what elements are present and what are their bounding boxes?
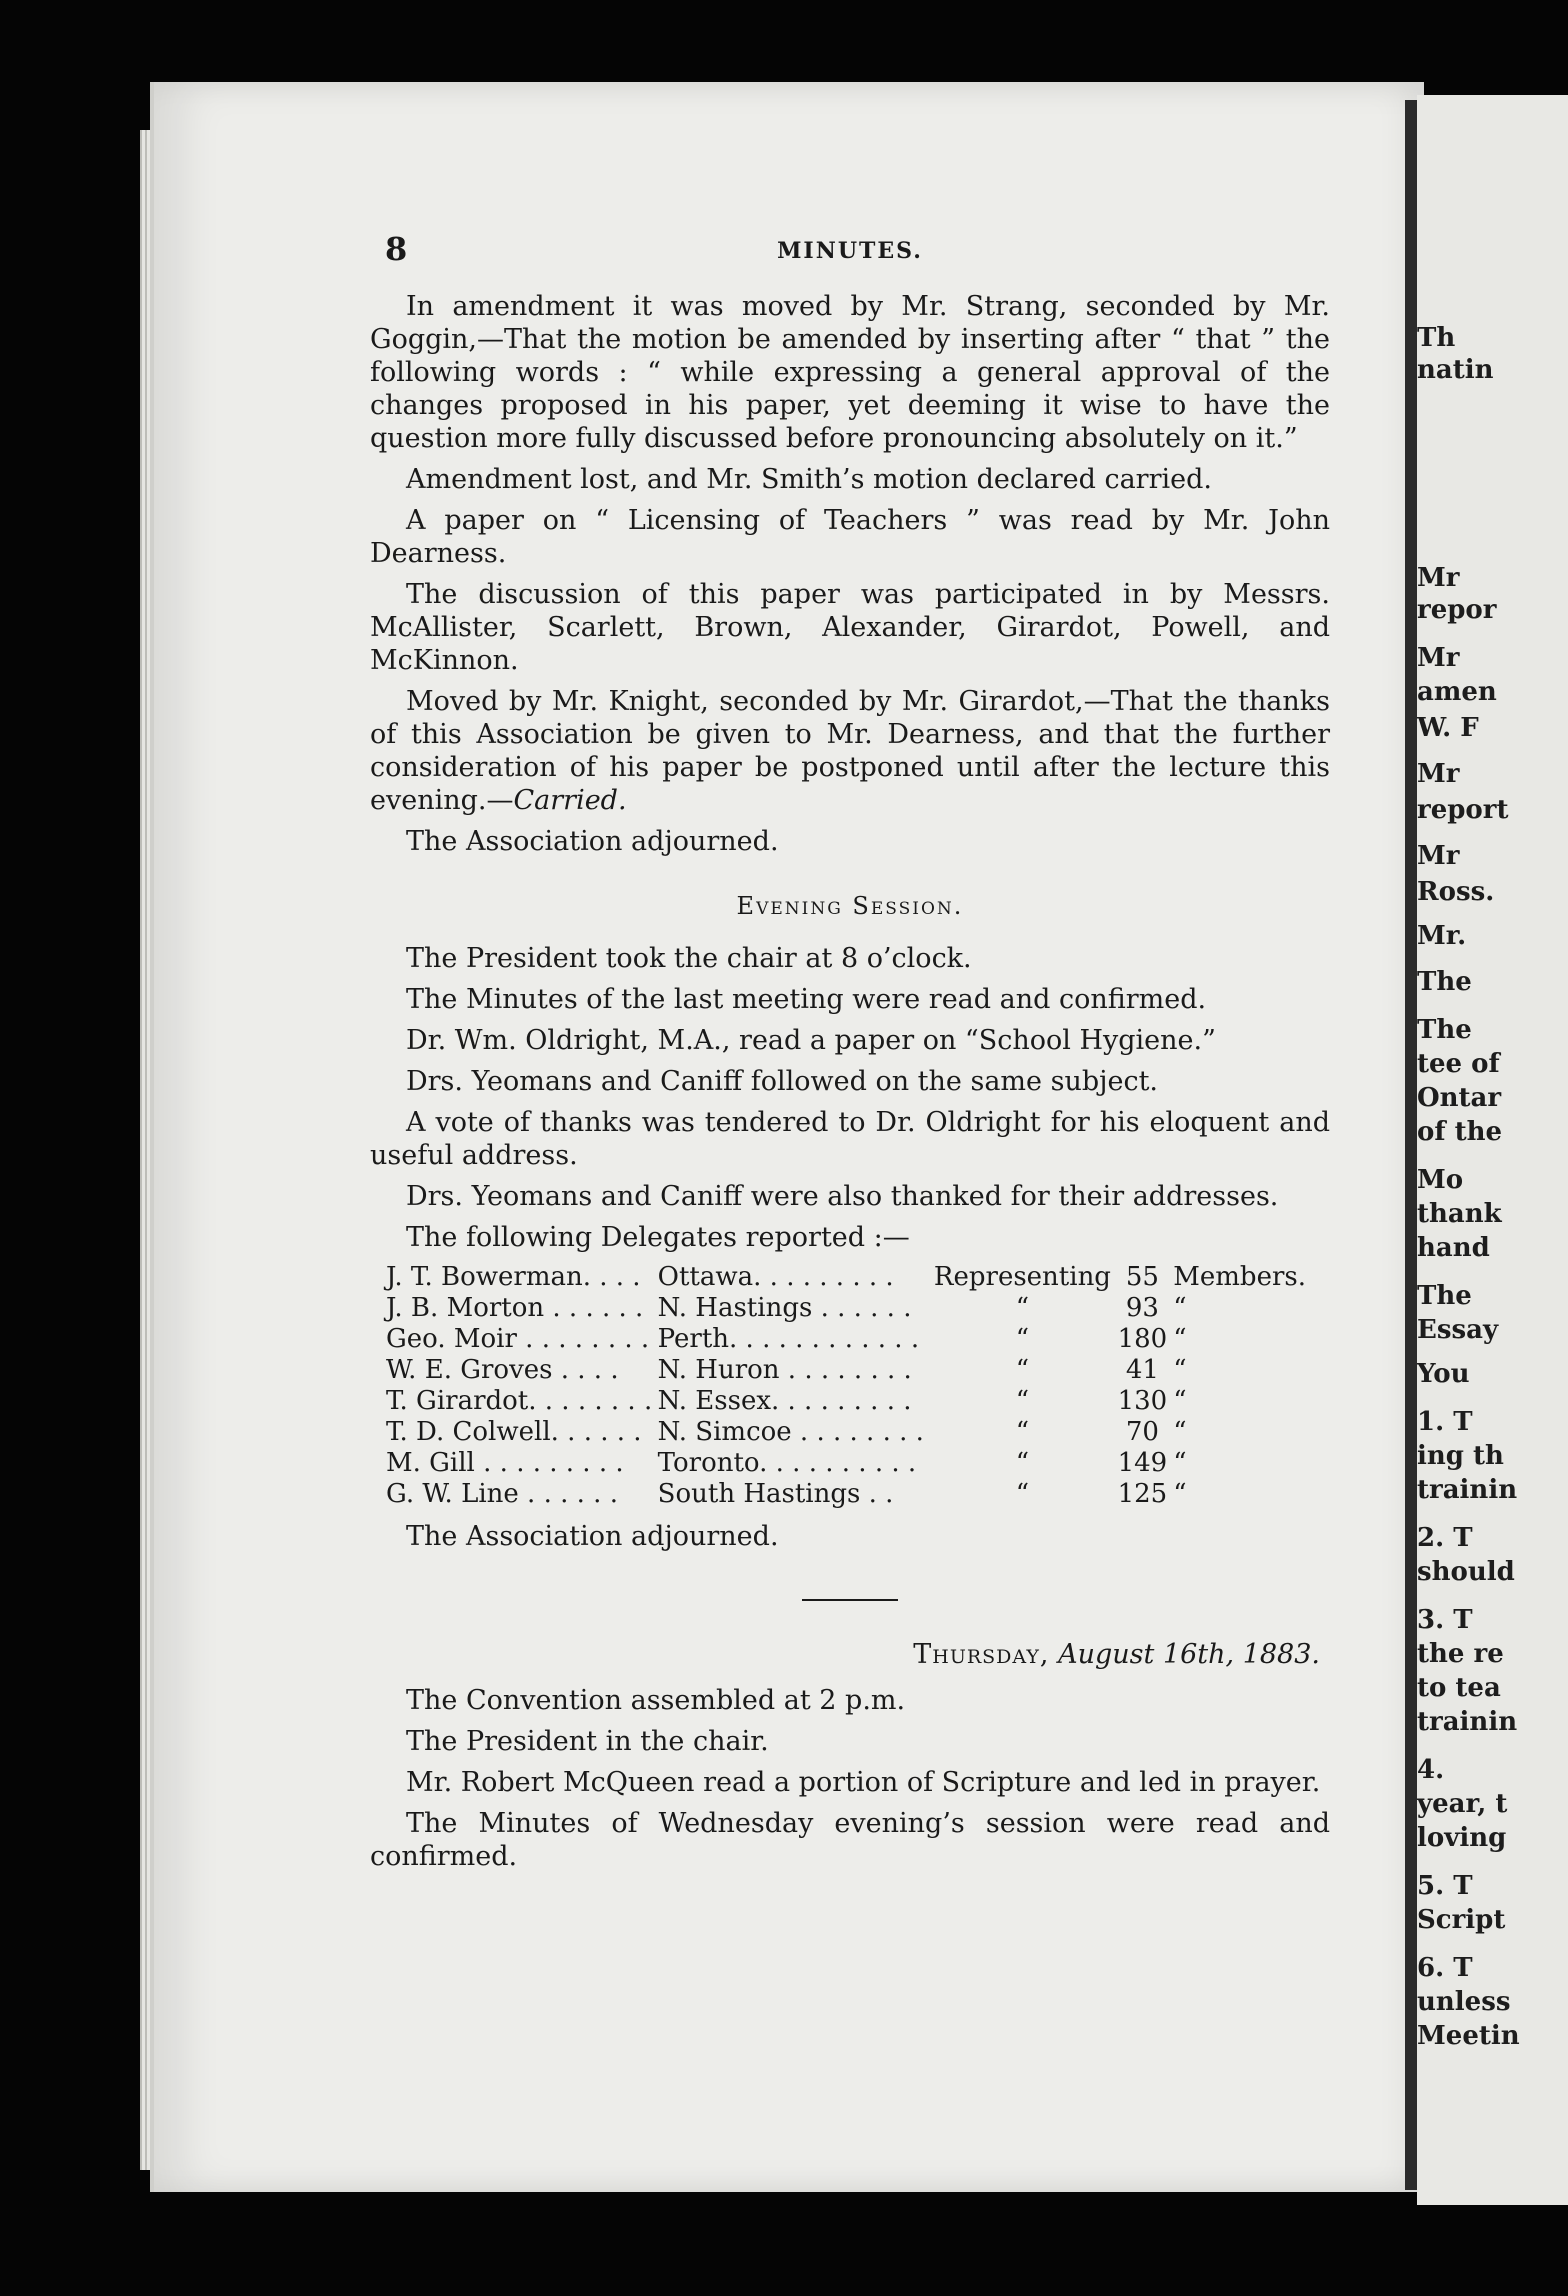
facing-page-fragment (1417, 95, 1568, 2205)
delegate-place: Ottawa. . . . . . . . . (657, 1262, 894, 1292)
facing-line: 6. T (1417, 1953, 1473, 1983)
facing-line: natin (1417, 355, 1494, 385)
motion-result: Carried. (513, 785, 627, 816)
motion-paragraph (370, 685, 1330, 817)
section-divider (802, 1599, 898, 1601)
delegate-representing: Representing (933, 1262, 1111, 1292)
session-dateline (370, 1639, 1330, 1670)
facing-line: 3. T (1417, 1605, 1473, 1635)
facing-line: The (1417, 967, 1472, 997)
delegate-count: 41 (1125, 1355, 1159, 1385)
table-row (386, 1262, 1306, 1293)
facing-line: thank (1417, 1199, 1502, 1229)
facing-line: to tea (1417, 1673, 1501, 1703)
paragraph: Mr. Robert McQueen read a portion of Scripture and led in prayer. (406, 1767, 1321, 1798)
paragraph: Drs. Yeomans and Caniff were also thanked for their addresses. (406, 1181, 1279, 1212)
facing-line: of the (1417, 1117, 1503, 1147)
table-row (386, 1386, 1306, 1417)
delegate-name: T. D. Colwell. . . . . . (386, 1417, 642, 1447)
facing-line: Th (1417, 323, 1456, 353)
delegate-place: N. Huron . . . . . . . . (657, 1355, 912, 1385)
facing-line: loving (1417, 1823, 1507, 1853)
facing-line: 2. T (1417, 1523, 1473, 1553)
facing-line: Mr (1417, 563, 1460, 593)
delegate-unit: “ (1173, 1293, 1187, 1323)
dateline-day: Thursday, (913, 1639, 1050, 1670)
delegate-place: South Hastings . . (657, 1479, 894, 1509)
facing-line: Ross. (1417, 877, 1495, 907)
delegate-place: Perth. . . . . . . . . . . . (657, 1324, 920, 1354)
motion-text: Moved by Mr. Knight, seconded by Mr. Girardot,—That the thanks of this Association be given to Mr. Dearness, and that the further consideration of his paper be postponed until after the lecture this evening.— (370, 686, 1330, 816)
facing-line: You (1417, 1359, 1470, 1389)
facing-line: Script (1417, 1905, 1506, 1935)
adjourned-note: The Association adjourned. (406, 826, 779, 857)
adjourned-note: The Association adjourned. (406, 1521, 779, 1552)
paragraph: Amendment lost, and Mr. Smith’s motion declared carried. (406, 464, 1212, 495)
facing-line: unless (1417, 1987, 1511, 2017)
delegate-count: 149 (1117, 1448, 1168, 1478)
paragraph: The discussion of this paper was participated in by Messrs. McAllister, Scarlett, Brown, Alexander, Girardot, Powell, and McKinnon. (370, 579, 1330, 676)
table-row (386, 1479, 1306, 1510)
page-number: 8 (385, 230, 408, 268)
paragraph: Dr. Wm. Oldright, M.A., read a paper on “School Hygiene.” (406, 1025, 1216, 1056)
delegate-name: G. W. Line . . . . . . (386, 1479, 618, 1509)
delegate-representing: “ (1015, 1386, 1030, 1416)
facing-line: trainin (1417, 1475, 1518, 1505)
facing-line: The (1417, 1281, 1472, 1311)
delegates-table (386, 1262, 1306, 1510)
paragraph: The Minutes of the last meeting were read and confirmed. (406, 984, 1207, 1015)
delegate-count: 55 (1125, 1262, 1159, 1292)
facing-line: year, t (1417, 1789, 1508, 1819)
paragraph: The President took the chair at 8 o’clock. (406, 943, 972, 974)
delegate-place: Toronto. . . . . . . . . . (657, 1448, 917, 1478)
paragraph: The following Delegates reported :— (406, 1222, 910, 1253)
facing-line: The (1417, 1015, 1472, 1045)
facing-line: Mr (1417, 643, 1460, 673)
paragraph: In amendment it was moved by Mr. Strang, seconded by Mr. Goggin,—That the motion be amended by inserting after “ that ” the following words : “ while expressing a general approval of the changes proposed in his paper, yet deeming it wise to have the question more fully discussed before pronouncing absolutely on it.” (370, 291, 1330, 454)
book-gutter (1405, 100, 1417, 2190)
facing-line: Mr (1417, 759, 1460, 789)
paragraph: Drs. Yeomans and Caniff followed on the same subject. (406, 1066, 1159, 1097)
facing-line: repor (1417, 595, 1497, 625)
paragraph: The Minutes of Wednesday evening’s session were read and confirmed. (370, 1808, 1330, 1872)
delegate-count: 130 (1117, 1386, 1168, 1416)
facing-line: trainin (1417, 1707, 1518, 1737)
table-row (386, 1448, 1306, 1479)
table-row (386, 1293, 1306, 1324)
delegate-count: 70 (1125, 1417, 1159, 1447)
delegate-representing: “ (1015, 1293, 1030, 1323)
table-row (386, 1417, 1306, 1448)
facing-line: W. F (1417, 713, 1479, 743)
delegate-unit: “ (1173, 1448, 1187, 1478)
facing-line: Mr. (1417, 921, 1467, 951)
table-row (386, 1324, 1306, 1355)
facing-line: 5. T (1417, 1871, 1473, 1901)
facing-line: report (1417, 795, 1509, 825)
page-text (370, 230, 1330, 1881)
delegate-unit: “ (1173, 1355, 1187, 1385)
delegate-unit: “ (1173, 1386, 1187, 1416)
delegate-count: 93 (1125, 1293, 1159, 1323)
paragraph: A vote of thanks was tendered to Dr. Oldright for his eloquent and useful address. (370, 1107, 1330, 1171)
facing-line: should (1417, 1557, 1515, 1587)
facing-line: 1. T (1417, 1407, 1473, 1437)
delegate-unit: Members. (1173, 1262, 1306, 1292)
facing-line: Ontar (1417, 1083, 1502, 1113)
running-title: MINUTES. (777, 238, 923, 264)
paragraph: A paper on “ Licensing of Teachers ” was read by Mr. John Dearness. (370, 505, 1330, 569)
delegate-unit: “ (1173, 1417, 1187, 1447)
running-head (370, 230, 1330, 290)
delegate-name: W. E. Groves . . . . (386, 1355, 619, 1385)
delegate-representing: “ (1015, 1355, 1030, 1385)
facing-line: Meetin (1417, 2021, 1520, 2051)
facing-line: tee of (1417, 1049, 1500, 1079)
delegate-place: N. Hastings . . . . . . (657, 1293, 912, 1323)
facing-line: Mo (1417, 1165, 1464, 1195)
delegate-name: J. B. Morton . . . . . . (386, 1293, 644, 1323)
section-heading: Evening Session. (736, 892, 964, 920)
delegate-representing: “ (1015, 1417, 1030, 1447)
delegate-name: J. T. Bowerman. . . . (386, 1262, 641, 1292)
facing-line: amen (1417, 677, 1497, 707)
delegate-name: Geo. Moir . . . . . . . . (386, 1324, 650, 1354)
facing-line: Essay (1417, 1315, 1499, 1345)
delegate-name: T. Girardot. . . . . . . . (386, 1386, 653, 1416)
delegate-representing: “ (1015, 1448, 1030, 1478)
delegate-unit: “ (1173, 1324, 1187, 1354)
facing-line: 4. (1417, 1755, 1445, 1785)
delegate-representing: “ (1015, 1479, 1030, 1509)
facing-line: hand (1417, 1233, 1490, 1263)
delegate-unit: “ (1173, 1479, 1187, 1509)
delegate-representing: “ (1015, 1324, 1030, 1354)
table-row (386, 1355, 1306, 1386)
facing-line: ing th (1417, 1441, 1504, 1471)
paragraph: The President in the chair. (406, 1726, 769, 1757)
delegate-place: N. Essex. . . . . . . . . (657, 1386, 912, 1416)
facing-line: Mr (1417, 841, 1460, 871)
delegate-place: N. Simcoe . . . . . . . . (657, 1417, 924, 1447)
dateline-date: August 16th, 1883. (1058, 1639, 1320, 1670)
delegate-count: 125 (1117, 1479, 1168, 1509)
delegate-count: 180 (1117, 1324, 1168, 1354)
paragraph: The Convention assembled at 2 p.m. (406, 1685, 906, 1716)
delegate-name: M. Gill . . . . . . . . . (386, 1448, 624, 1478)
facing-line: the re (1417, 1639, 1504, 1669)
